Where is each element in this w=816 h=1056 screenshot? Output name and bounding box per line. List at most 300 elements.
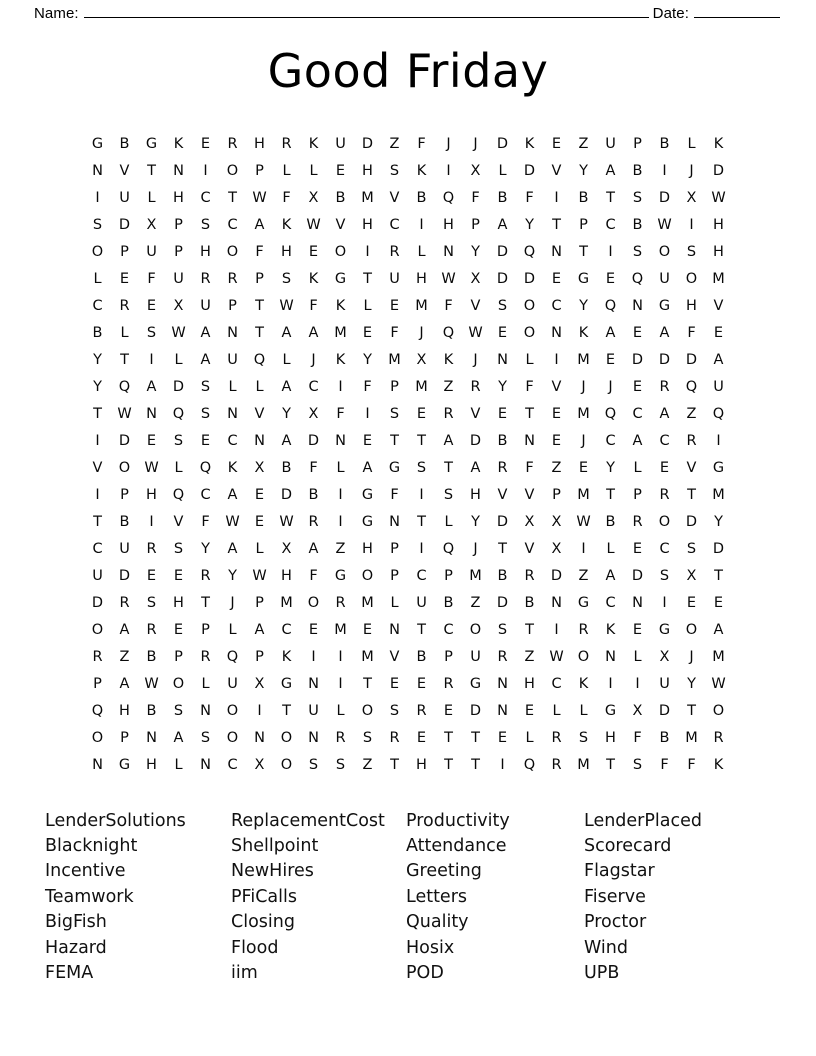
grid-cell[interactable]: Z xyxy=(524,648,535,665)
grid-cell[interactable]: J xyxy=(473,351,478,368)
grid-cell[interactable]: C xyxy=(551,297,562,314)
grid-cell[interactable]: W xyxy=(225,513,240,530)
grid-cell[interactable]: Z xyxy=(119,648,130,665)
grid-cell[interactable]: E xyxy=(335,162,346,179)
grid-cell[interactable]: N xyxy=(551,243,562,260)
grid-cell[interactable]: B xyxy=(524,594,535,611)
grid-cell[interactable]: E xyxy=(551,135,562,152)
grid-cell[interactable]: R xyxy=(416,702,427,719)
grid-cell[interactable]: T xyxy=(525,405,534,422)
grid-cell[interactable]: O xyxy=(685,270,698,287)
grid-cell[interactable]: Q xyxy=(631,270,644,287)
grid-cell[interactable]: X xyxy=(416,351,427,368)
grid-cell[interactable]: S xyxy=(173,540,184,557)
grid-cell[interactable]: F xyxy=(390,324,399,341)
grid-cell[interactable]: G xyxy=(280,675,293,692)
grid-cell[interactable]: V xyxy=(389,648,400,665)
grid-cell[interactable]: E xyxy=(146,432,157,449)
grid-cell[interactable]: I xyxy=(257,702,262,719)
grid-cell[interactable]: K xyxy=(713,135,724,152)
grid-cell[interactable]: N xyxy=(227,405,238,422)
grid-cell[interactable]: J xyxy=(473,540,478,557)
grid-cell[interactable]: S xyxy=(146,594,157,611)
grid-cell[interactable]: Y xyxy=(93,378,102,395)
grid-cell[interactable]: H xyxy=(119,702,130,719)
grid-cell[interactable]: P xyxy=(174,216,183,233)
grid-cell[interactable]: H xyxy=(362,540,373,557)
grid-cell[interactable]: R xyxy=(335,594,346,611)
word-list-item[interactable]: Scorecard xyxy=(584,836,672,856)
grid-cell[interactable]: Q xyxy=(118,378,131,395)
grid-cell[interactable]: O xyxy=(91,621,104,638)
word-list-item[interactable]: Teamwork xyxy=(45,886,134,907)
grid-cell[interactable]: D xyxy=(496,513,509,530)
grid-cell[interactable]: X xyxy=(254,459,265,476)
grid-cell[interactable]: S xyxy=(686,540,697,557)
grid-cell[interactable]: W xyxy=(576,513,591,530)
grid-cell[interactable]: I xyxy=(365,243,370,260)
grid-cell[interactable]: P xyxy=(201,621,210,638)
grid-cell[interactable]: E xyxy=(659,459,670,476)
grid-cell[interactable]: V xyxy=(173,513,184,530)
grid-cell[interactable]: T xyxy=(417,513,426,530)
grid-cell[interactable]: A xyxy=(173,729,184,746)
grid-cell[interactable]: X xyxy=(551,513,562,530)
grid-cell[interactable]: E xyxy=(578,459,589,476)
grid-cell[interactable]: J xyxy=(608,378,613,395)
grid-cell[interactable]: I xyxy=(662,594,667,611)
grid-cell[interactable]: U xyxy=(470,648,481,665)
grid-cell[interactable]: I xyxy=(554,621,559,638)
grid-cell[interactable]: A xyxy=(281,324,292,341)
grid-cell[interactable]: I xyxy=(95,432,100,449)
grid-cell[interactable]: G xyxy=(388,459,401,476)
grid-cell[interactable]: R xyxy=(308,513,319,530)
grid-cell[interactable]: C xyxy=(281,621,292,638)
grid-cell[interactable]: L xyxy=(444,513,453,530)
word-list-item[interactable]: Proctor xyxy=(584,912,647,933)
grid-cell[interactable]: X xyxy=(254,675,265,692)
grid-cell[interactable]: I xyxy=(581,540,586,557)
grid-cell[interactable]: I xyxy=(203,162,208,179)
grid-cell[interactable]: W xyxy=(144,675,159,692)
grid-cell[interactable]: T xyxy=(390,432,399,449)
grid-cell[interactable]: O xyxy=(658,243,671,260)
grid-cell[interactable]: V xyxy=(470,405,481,422)
grid-cell[interactable]: M xyxy=(685,729,698,746)
word-list-item[interactable]: Closing xyxy=(231,912,295,933)
grid-cell[interactable]: N xyxy=(308,675,319,692)
grid-cell[interactable]: M xyxy=(280,594,293,611)
grid-cell[interactable]: Y xyxy=(714,513,723,530)
grid-cell[interactable]: H xyxy=(416,270,427,287)
grid-cell[interactable]: A xyxy=(281,432,292,449)
grid-cell[interactable]: S xyxy=(173,702,184,719)
grid-cell[interactable]: D xyxy=(496,594,509,611)
grid-cell[interactable]: L xyxy=(228,621,237,638)
grid-cell[interactable]: O xyxy=(226,729,239,746)
grid-cell[interactable]: Y xyxy=(606,459,615,476)
grid-cell[interactable]: U xyxy=(92,567,103,584)
grid-cell[interactable]: K xyxy=(227,459,238,476)
grid-cell[interactable]: Q xyxy=(442,540,455,557)
grid-cell[interactable]: E xyxy=(551,432,562,449)
grid-cell[interactable]: R xyxy=(335,729,346,746)
grid-cell[interactable]: L xyxy=(525,351,534,368)
grid-cell[interactable]: D xyxy=(469,432,482,449)
grid-cell[interactable]: Z xyxy=(362,756,373,773)
grid-cell[interactable]: A xyxy=(713,351,724,368)
grid-cell[interactable]: I xyxy=(500,756,505,773)
grid-cell[interactable]: A xyxy=(443,432,454,449)
grid-cell[interactable]: S xyxy=(281,270,292,287)
grid-cell[interactable]: F xyxy=(660,756,669,773)
grid-cell[interactable]: F xyxy=(147,270,156,287)
grid-cell[interactable]: C xyxy=(551,675,562,692)
grid-cell[interactable]: B xyxy=(443,594,454,611)
grid-cell[interactable]: R xyxy=(227,270,238,287)
grid-cell[interactable]: I xyxy=(635,675,640,692)
grid-cell[interactable]: E xyxy=(389,297,400,314)
grid-cell[interactable]: P xyxy=(120,486,129,503)
grid-cell[interactable]: N xyxy=(443,243,454,260)
grid-cell[interactable]: D xyxy=(712,540,725,557)
grid-cell[interactable]: R xyxy=(632,513,643,530)
word-list-item[interactable]: LenderPlaced xyxy=(584,810,703,831)
grid-cell[interactable]: L xyxy=(282,351,291,368)
grid-cell[interactable]: Y xyxy=(228,567,237,584)
grid-cell[interactable]: P xyxy=(120,243,129,260)
grid-cell[interactable]: F xyxy=(687,324,696,341)
grid-cell[interactable]: S xyxy=(200,378,211,395)
grid-cell[interactable]: N xyxy=(389,621,400,638)
grid-cell[interactable]: R xyxy=(92,648,103,665)
grid-cell[interactable]: I xyxy=(662,162,667,179)
grid-cell[interactable]: G xyxy=(361,486,374,503)
grid-cell[interactable]: Q xyxy=(712,405,725,422)
grid-cell[interactable]: L xyxy=(174,756,183,773)
grid-cell[interactable]: C xyxy=(389,216,400,233)
grid-cell[interactable]: V xyxy=(92,459,103,476)
grid-cell[interactable]: A xyxy=(713,621,724,638)
grid-cell[interactable]: W xyxy=(441,270,456,287)
grid-cell[interactable]: U xyxy=(389,270,400,287)
grid-cell[interactable]: Z xyxy=(335,540,346,557)
grid-cell[interactable]: N xyxy=(551,594,562,611)
grid-cell[interactable]: F xyxy=(363,378,372,395)
grid-cell[interactable]: U xyxy=(605,135,616,152)
grid-cell[interactable]: V xyxy=(497,486,508,503)
grid-cell[interactable]: R xyxy=(200,567,211,584)
grid-cell[interactable]: J xyxy=(581,378,586,395)
grid-cell[interactable]: Y xyxy=(282,405,291,422)
grid-cell[interactable]: M xyxy=(388,351,401,368)
grid-cell[interactable]: N xyxy=(92,756,103,773)
grid-cell[interactable]: R xyxy=(227,135,238,152)
word-list-item[interactable]: Hazard xyxy=(45,937,107,958)
grid-cell[interactable]: R xyxy=(200,270,211,287)
grid-cell[interactable]: U xyxy=(713,378,724,395)
grid-cell[interactable]: B xyxy=(281,459,292,476)
grid-cell[interactable]: F xyxy=(282,189,291,206)
grid-cell[interactable]: M xyxy=(361,189,374,206)
grid-cell[interactable]: A xyxy=(362,459,373,476)
grid-cell[interactable]: L xyxy=(390,594,399,611)
grid-cell[interactable]: B xyxy=(416,189,427,206)
word-list-item[interactable]: ReplacementCost xyxy=(231,810,385,831)
grid-cell[interactable]: D xyxy=(496,270,509,287)
grid-cell[interactable]: G xyxy=(577,594,590,611)
grid-cell[interactable]: J xyxy=(473,135,478,152)
grid-cell[interactable]: Y xyxy=(471,513,480,530)
grid-cell[interactable]: B xyxy=(578,189,589,206)
grid-cell[interactable]: H xyxy=(605,729,616,746)
grid-cell[interactable]: A xyxy=(200,324,211,341)
word-list-item[interactable]: NewHires xyxy=(231,861,314,882)
grid-cell[interactable]: I xyxy=(338,486,343,503)
grid-cell[interactable]: E xyxy=(713,594,724,611)
grid-cell[interactable]: C xyxy=(227,216,238,233)
grid-cell[interactable]: A xyxy=(308,324,319,341)
grid-cell[interactable]: R xyxy=(281,135,292,152)
grid-cell[interactable]: E xyxy=(362,621,373,638)
grid-cell[interactable]: F xyxy=(336,405,345,422)
grid-cell[interactable]: C xyxy=(416,567,427,584)
grid-cell[interactable]: A xyxy=(254,216,265,233)
grid-cell[interactable]: A xyxy=(308,540,319,557)
grid-cell[interactable]: I xyxy=(608,243,613,260)
grid-cell[interactable]: W xyxy=(279,513,294,530)
grid-cell[interactable]: V xyxy=(686,459,697,476)
grid-cell[interactable]: T xyxy=(687,702,696,719)
grid-cell[interactable]: D xyxy=(550,567,563,584)
grid-cell[interactable]: T xyxy=(93,513,102,530)
grid-cell[interactable]: S xyxy=(443,486,454,503)
grid-cell[interactable]: A xyxy=(659,405,670,422)
grid-cell[interactable]: E xyxy=(146,567,157,584)
grid-cell[interactable]: F xyxy=(255,243,264,260)
word-list-item[interactable]: BigFish xyxy=(45,912,107,933)
grid-cell[interactable]: P xyxy=(255,648,264,665)
grid-cell[interactable]: T xyxy=(282,702,291,719)
grid-cell[interactable]: B xyxy=(497,567,508,584)
grid-cell[interactable]: Q xyxy=(253,351,266,368)
grid-cell[interactable]: C xyxy=(605,594,616,611)
word-list-item[interactable]: Flood xyxy=(231,937,279,958)
grid-cell[interactable]: N xyxy=(632,297,643,314)
grid-cell[interactable]: V xyxy=(470,297,481,314)
grid-cell[interactable]: R xyxy=(497,648,508,665)
word-list-item[interactable]: PFiCalls xyxy=(231,886,297,907)
grid-cell[interactable]: M xyxy=(334,621,347,638)
grid-cell[interactable]: L xyxy=(255,378,264,395)
grid-cell[interactable]: F xyxy=(471,189,480,206)
grid-cell[interactable]: X xyxy=(281,540,292,557)
grid-cell[interactable]: B xyxy=(416,648,427,665)
grid-cell[interactable]: F xyxy=(309,567,318,584)
grid-cell[interactable]: C xyxy=(227,756,238,773)
grid-cell[interactable]: L xyxy=(201,675,210,692)
grid-cell[interactable]: X xyxy=(551,540,562,557)
grid-cell[interactable]: L xyxy=(498,162,507,179)
grid-cell[interactable]: Q xyxy=(199,459,212,476)
grid-cell[interactable]: I xyxy=(338,513,343,530)
grid-cell[interactable]: E xyxy=(362,432,373,449)
grid-cell[interactable]: P xyxy=(552,486,561,503)
grid-cell[interactable]: K xyxy=(578,675,589,692)
grid-cell[interactable]: S xyxy=(659,567,670,584)
word-list-item[interactable]: Hosix xyxy=(406,937,455,958)
grid-cell[interactable]: J xyxy=(689,648,694,665)
grid-cell[interactable]: R xyxy=(713,729,724,746)
grid-cell[interactable]: T xyxy=(444,729,453,746)
grid-cell[interactable]: L xyxy=(606,540,615,557)
grid-cell[interactable]: O xyxy=(361,702,374,719)
grid-cell[interactable]: G xyxy=(361,513,374,530)
grid-cell[interactable]: Y xyxy=(363,351,372,368)
grid-cell[interactable]: W xyxy=(711,189,726,206)
grid-cell[interactable]: H xyxy=(470,486,481,503)
grid-cell[interactable]: E xyxy=(497,729,508,746)
grid-cell[interactable]: G xyxy=(577,270,590,287)
grid-cell[interactable]: H xyxy=(362,162,373,179)
grid-cell[interactable]: T xyxy=(471,756,480,773)
grid-cell[interactable]: R xyxy=(443,675,454,692)
grid-cell[interactable]: A xyxy=(227,486,238,503)
grid-cell[interactable]: N xyxy=(335,432,346,449)
grid-cell[interactable]: I xyxy=(608,675,613,692)
grid-cell[interactable]: I xyxy=(338,675,343,692)
grid-cell[interactable]: C xyxy=(92,297,103,314)
grid-cell[interactable]: X xyxy=(254,756,265,773)
grid-cell[interactable]: S xyxy=(578,729,589,746)
grid-cell[interactable]: J xyxy=(311,351,316,368)
grid-cell[interactable]: G xyxy=(118,756,131,773)
grid-cell[interactable]: T xyxy=(687,486,696,503)
grid-cell[interactable]: M xyxy=(712,270,725,287)
grid-cell[interactable]: O xyxy=(469,621,482,638)
grid-cell[interactable]: W xyxy=(279,297,294,314)
grid-cell[interactable]: D xyxy=(631,567,644,584)
grid-cell[interactable]: T xyxy=(255,297,264,314)
grid-cell[interactable]: C xyxy=(92,540,103,557)
grid-cell[interactable]: K xyxy=(713,756,724,773)
grid-cell[interactable]: I xyxy=(419,216,424,233)
grid-cell[interactable]: S xyxy=(497,621,508,638)
grid-cell[interactable]: T xyxy=(363,270,372,287)
grid-cell[interactable]: V xyxy=(551,378,562,395)
grid-cell[interactable]: X xyxy=(470,162,481,179)
grid-cell[interactable]: J xyxy=(230,594,235,611)
grid-cell[interactable]: H xyxy=(254,135,265,152)
grid-cell[interactable]: S xyxy=(632,189,643,206)
grid-cell[interactable]: D xyxy=(469,702,482,719)
grid-cell[interactable]: S xyxy=(389,702,400,719)
grid-cell[interactable]: P xyxy=(444,567,453,584)
grid-cell[interactable]: H xyxy=(173,594,184,611)
grid-cell[interactable]: L xyxy=(309,162,318,179)
grid-cell[interactable]: X xyxy=(686,567,697,584)
grid-cell[interactable]: L xyxy=(579,702,588,719)
grid-cell[interactable]: B xyxy=(119,513,130,530)
grid-cell[interactable]: Y xyxy=(93,351,102,368)
grid-cell[interactable]: M xyxy=(415,297,428,314)
grid-cell[interactable]: I xyxy=(95,486,100,503)
grid-cell[interactable]: S xyxy=(173,432,184,449)
grid-cell[interactable]: P xyxy=(255,594,264,611)
grid-cell[interactable]: K xyxy=(308,135,319,152)
grid-cell[interactable]: F xyxy=(633,729,642,746)
grid-cell[interactable]: L xyxy=(417,243,426,260)
word-list-item[interactable]: LenderSolutions xyxy=(45,810,186,831)
grid-cell[interactable]: Y xyxy=(471,243,480,260)
grid-cell[interactable]: E xyxy=(362,324,373,341)
grid-cell[interactable]: L xyxy=(633,459,642,476)
grid-cell[interactable]: I xyxy=(311,648,316,665)
grid-cell[interactable]: E xyxy=(551,405,562,422)
grid-cell[interactable]: N xyxy=(497,675,508,692)
grid-cell[interactable]: D xyxy=(658,351,671,368)
grid-cell[interactable]: E xyxy=(686,594,697,611)
grid-cell[interactable]: R xyxy=(551,729,562,746)
grid-cell[interactable]: L xyxy=(120,324,129,341)
grid-cell[interactable]: O xyxy=(307,594,320,611)
grid-cell[interactable]: X xyxy=(686,189,697,206)
grid-cell[interactable]: M xyxy=(712,648,725,665)
grid-cell[interactable]: S xyxy=(146,324,157,341)
grid-cell[interactable]: O xyxy=(334,243,347,260)
grid-cell[interactable]: K xyxy=(605,621,616,638)
grid-cell[interactable]: T xyxy=(471,729,480,746)
grid-cell[interactable]: E xyxy=(524,702,535,719)
grid-cell[interactable]: A xyxy=(497,216,508,233)
grid-cell[interactable]: K xyxy=(335,351,346,368)
grid-cell[interactable]: A xyxy=(146,378,157,395)
grid-cell[interactable]: A xyxy=(659,324,670,341)
grid-cell[interactable]: U xyxy=(119,540,130,557)
grid-cell[interactable]: P xyxy=(471,216,480,233)
grid-cell[interactable]: Y xyxy=(201,540,210,557)
grid-cell[interactable]: S xyxy=(92,216,103,233)
grid-cell[interactable]: F xyxy=(309,459,318,476)
grid-cell[interactable]: T xyxy=(606,756,615,773)
grid-cell[interactable]: H xyxy=(686,297,697,314)
grid-cell[interactable]: T xyxy=(606,189,615,206)
grid-cell[interactable]: A xyxy=(605,567,616,584)
grid-cell[interactable]: T xyxy=(417,432,426,449)
grid-cell[interactable]: D xyxy=(658,702,671,719)
grid-cell[interactable]: N xyxy=(389,513,400,530)
grid-cell[interactable]: E xyxy=(551,270,562,287)
grid-cell[interactable]: Y xyxy=(498,378,507,395)
grid-cell[interactable]: E xyxy=(200,432,211,449)
grid-cell[interactable]: G xyxy=(334,567,347,584)
grid-cell[interactable]: J xyxy=(419,324,424,341)
grid-cell[interactable]: C xyxy=(632,405,643,422)
grid-cell[interactable]: D xyxy=(118,567,131,584)
grid-cell[interactable]: R xyxy=(119,594,130,611)
grid-cell[interactable]: P xyxy=(390,378,399,395)
grid-cell[interactable]: M xyxy=(577,351,590,368)
grid-cell[interactable]: K xyxy=(281,648,292,665)
grid-cell[interactable]: T xyxy=(228,189,237,206)
grid-cell[interactable]: R xyxy=(578,621,589,638)
grid-cell[interactable]: Z xyxy=(578,567,589,584)
grid-cell[interactable]: L xyxy=(687,135,696,152)
grid-cell[interactable]: Z xyxy=(443,378,454,395)
grid-cell[interactable]: N xyxy=(146,729,157,746)
grid-cell[interactable]: Z xyxy=(578,135,589,152)
